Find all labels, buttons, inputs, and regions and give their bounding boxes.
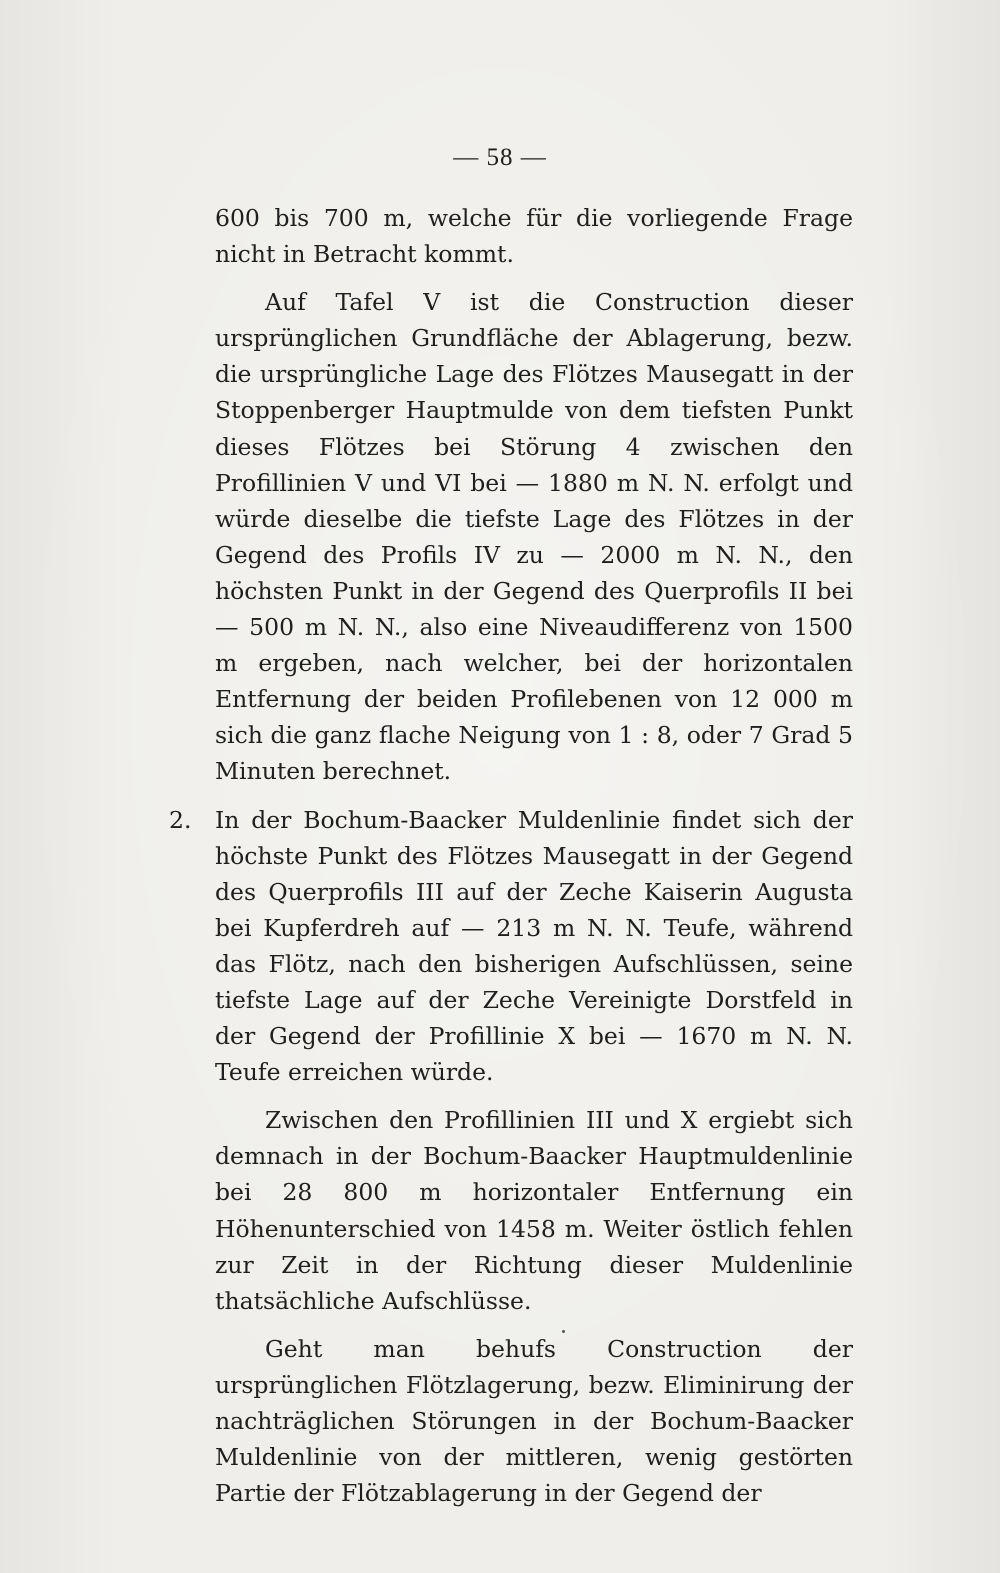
- page-number: — 58 —: [453, 144, 547, 171]
- item-number: 2.: [169, 805, 192, 834]
- paragraph-tafel-v: Auf Tafel V ist die Construction dieser ursprünglichen Grundfläche der Ablagerung, bezw. die ursprüngliche Lage des Flötzes Mausegatt in der Stoppenberger Hauptmulde von dem tiefsten Punkt dieses Flötzes bei Störung 4 zwischen den Profillinien V und VI bei — 1880 m N. N. erfolgt und würde dieselbe die tiefste Lage des Flötzes in der Gegend des Profils IV zu — 2000 m N. N., den höchsten Punkt in der Gegend des Querprofils II bei — 500 m N. N., also eine Niveaudifferenz von 1500 m ergeben, nach welcher, bei der horizontalen Entfernung der beiden Profilebenen von 12 000 m sich die ganz flache Neigung von 1 : 8, oder 7 Grad 5 Minuten berechnet.: [215, 288, 853, 786]
- paragraph-continuation: 600 bis 700 m, welche für die vorliegende Frage nicht in Betracht kommt.: [215, 204, 853, 269]
- ink-speck: [562, 1330, 565, 1333]
- numbered-item-2: [169, 802, 853, 1091]
- body-text: [169, 200, 853, 1511]
- paragraph-bochum-baacker: In der Bochum-Baacker Muldenlinie findet sich der höchste Punkt des Flötzes Mausegatt in der Gegend des Querprofils III auf der Zeche Kaiserin Augusta bei Kupferdreh auf — 213 m N. N. Teufe, während das Flötz, nach den bisherigen Aufschlüssen, seine tiefste Lage auf der Zeche Vereinigte Dorstfeld in der Gegend der Profillinie X bei — 1670 m N. N. Teufe erreichen würde.: [215, 805, 853, 1087]
- paragraph-construction: Geht man behufs Construction der ursprünglichen Flötzlagerung, bezw. Eliminirung der nachträglichen Störungen in der Bochum-Baacker Muldenlinie von der mittleren, wenig gestörten Partie der Flötzablagerung in der Gegend der: [215, 1334, 853, 1508]
- paragraph-profillinien: Zwischen den Profillinien III und X ergiebt sich demnach in der Bochum-Baacker Hauptmuldenlinie bei 28 800 m horizontaler Entfernung ein Höhenunterschied von 1458 m. Weiter östlich fehlen zur Zeit in der Richtung dieser Muldenlinie thatsächliche Aufschlüsse.: [215, 1106, 853, 1315]
